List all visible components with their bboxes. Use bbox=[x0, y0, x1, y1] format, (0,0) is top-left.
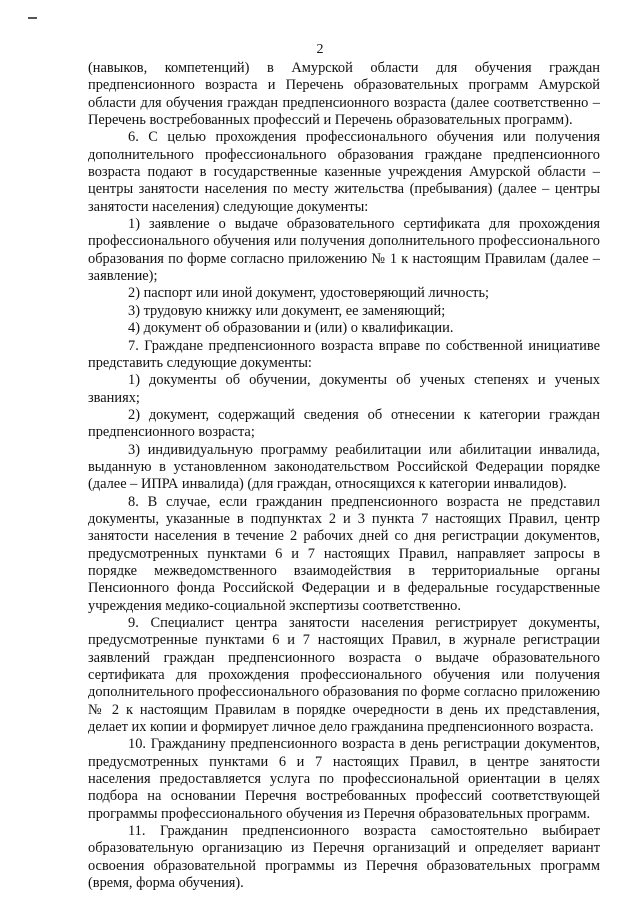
paragraph: 2) паспорт или иной документ, удостоверяющий личность; bbox=[128, 285, 490, 302]
scan-mark bbox=[28, 17, 37, 19]
paragraph: 9. Специалист центра занятости населения регистрирует документы, предусмотренные пунктами 6 и 7 настоящих Правил, в журнале регистрации заявлений граждан предпенсионного возраста о выдаче образовательного сертификата для прохождения профессионального обучения или получения дополнительного профессионального образования по форме согласно приложению № 2 к настоящим Правилам в порядке очередности в день их представления, делает их копии и формирует личное дело гражданина предпенсионного возраста. bbox=[88, 615, 600, 736]
paragraph: 3) трудовую книжку или документ, ее заменяющий; bbox=[128, 302, 446, 319]
paragraph: 2) документ, содержащий сведения об отнесении к категории граждан предпенсионного возраста; bbox=[88, 406, 600, 441]
paragraph: 11. Гражданин предпенсионного возраста самостоятельно выбирает образовательную организацию из Перечня организаций и определяет вариант освоения образовательной программы из Перечня образовательных программ (время, форма обучения). bbox=[88, 823, 600, 892]
paragraph: 1) документы об обучении, документы об ученых степенях и ученых званиях; bbox=[88, 372, 600, 406]
paragraph: 3) индивидуальную программу реабилитации или абилитации инвалида, выданную в установленном законодательством Российской Федерации порядке (далее – ИПРА инвалида) (для граждан, относящихся к категории инвалидов). bbox=[88, 441, 600, 493]
paragraph: 10. Гражданину предпенсионного возраста в день регистрации документов, предусмотренных пунктами 6 и 7 настоящих Правил, в центре занятости населения предоставляется услуга по профессиональной ориентации в целях подбора на основании Перечня востребованных профессий соответствующей программы профессионального обучения из Перечня образовательных программ. bbox=[88, 736, 600, 822]
page-number: 2 bbox=[316, 42, 324, 57]
paragraph: 7. Граждане предпенсионного возраста вправе по собственной инициативе представить следующие документы: bbox=[88, 337, 600, 371]
paragraph: 8. В случае, если гражданин предпенсионного возраста не представил документы, указанные в подпунктах 2 и 3 пункта 7 настоящих Правил, центр занятости населения в течение 2 рабочих дней со дня регистрации документов, предусмотренных пунктами 6 и 7 настоящих Правил, направляет запросы в порядке межведомственного взаимодействия в территориальные органы Пенсионного фонда Российской Федерации и в федеральные государственные учреждения медико-социальной экспертизы соответственно. bbox=[88, 493, 600, 614]
document-body bbox=[88, 60, 600, 893]
paragraph: (навыков, компетенций) в Амурской области для обучения граждан предпенсионного возраста и Перечень образовательных программ Амурской области для обучения граждан предпенсионного возраста (далее соответственно – Перечень востребованных профессий и Перечень образовательных программ). bbox=[88, 60, 600, 129]
paragraph: 1) заявление о выдаче образовательного сертификата для прохождения профессионального обучения или получения дополнительного профессионального образования по форме согласно приложению № 1 к настоящим Правилам (далее – заявление); bbox=[88, 216, 600, 285]
paragraph: 4) документ об образовании и (или) о квалификации. bbox=[128, 320, 454, 337]
paragraph: 6. С целью прохождения профессионального обучения или получения дополнительного профессионального образования граждане предпенсионного возраста подают в государственные казенные учреждения Амурской области – центры занятости населения по месту жительства (пребывания) (далее – центры занятости населения) следующие документы: bbox=[88, 129, 600, 215]
